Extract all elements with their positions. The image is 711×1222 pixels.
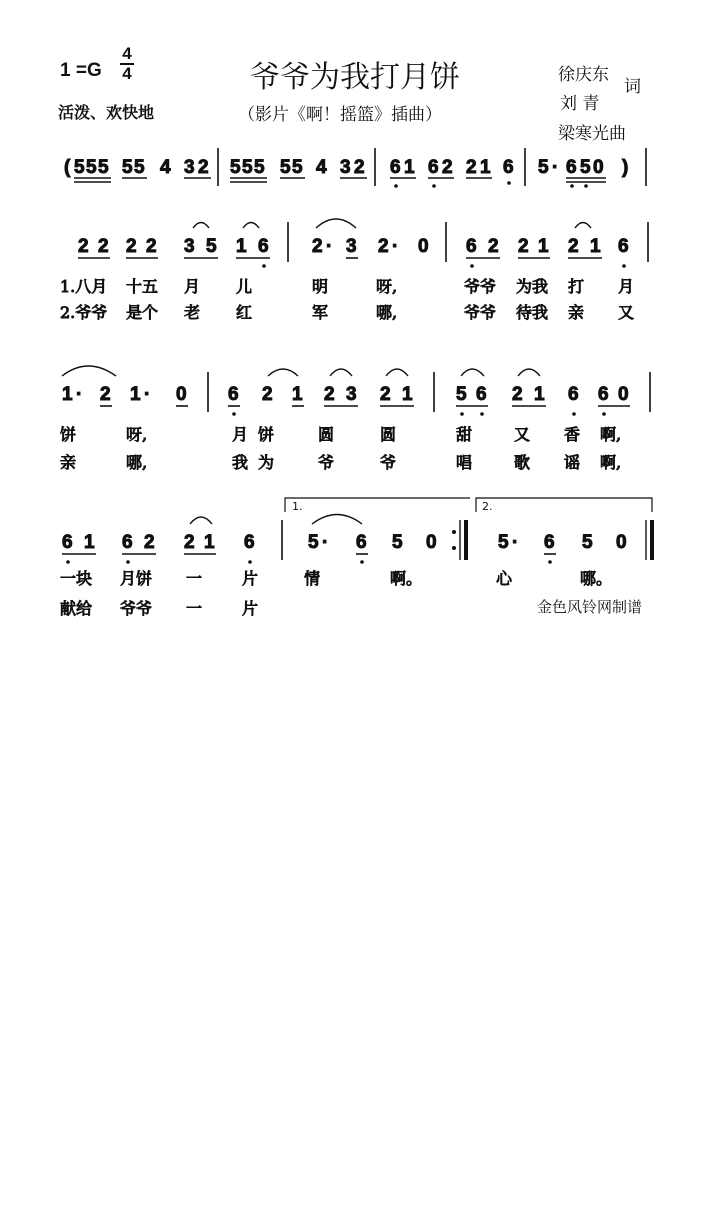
lyric: 1.八月 — [60, 277, 108, 296]
note: 2 — [262, 384, 273, 405]
slur — [316, 219, 356, 228]
lyricist-1: 徐庆东 — [558, 65, 609, 85]
note: 6 — [466, 236, 477, 257]
note: 0 — [418, 236, 429, 257]
lyric: 儿 — [236, 277, 253, 296]
note: 1 — [130, 384, 141, 405]
note: 4 — [316, 157, 327, 178]
lyric: 为 — [258, 453, 275, 472]
lyric: 爷 — [318, 453, 335, 472]
time-signature-bottom: 4 — [122, 64, 132, 83]
lyric: 献给 — [60, 599, 93, 618]
lyricist-2: 刘 青 — [560, 94, 600, 114]
lyric: 月 — [618, 277, 635, 296]
slur — [243, 223, 259, 229]
lyric: 香 — [564, 425, 581, 444]
note: 3 — [346, 384, 357, 405]
slur — [386, 369, 408, 376]
note: 1 — [480, 157, 491, 178]
low-octave-dot — [432, 184, 436, 188]
augmentation-dot: · — [144, 384, 151, 405]
first-ending-label: 1. — [292, 500, 303, 513]
note: 2 — [488, 236, 499, 257]
low-octave-dot — [394, 184, 398, 188]
lyric: 亲 — [568, 303, 585, 322]
lyric: 圆 — [318, 425, 335, 444]
paren-open: ( — [64, 157, 71, 178]
note: 1 — [404, 157, 415, 178]
low-octave-dot — [248, 560, 252, 564]
lyric: 哪, — [376, 303, 398, 322]
lyric: 谣 — [564, 453, 581, 472]
note: 1 — [84, 532, 95, 553]
note: 2 — [466, 157, 477, 178]
note: 5 — [86, 157, 97, 178]
note: 2 — [100, 384, 111, 405]
note: 5 — [254, 157, 265, 178]
lyric: 2.爷爷 — [60, 303, 108, 322]
note: 6 — [566, 157, 577, 178]
first-ending-bracket — [285, 498, 470, 512]
note: 6 — [258, 236, 269, 257]
note: 0 — [616, 532, 627, 553]
note: 2 — [184, 532, 195, 553]
note: 2 — [198, 157, 209, 178]
note: 5 — [230, 157, 241, 178]
note: 4 — [160, 157, 171, 178]
note: 2 — [146, 236, 157, 257]
lyric: 打 — [568, 277, 585, 296]
lyric: 爷爷 — [464, 303, 497, 322]
lyric: 十五 — [126, 277, 159, 296]
lyric: 饼 — [60, 425, 77, 444]
song-subtitle: （影片《啊！摇篮》插曲） — [238, 105, 442, 125]
note: 6 — [122, 532, 133, 553]
lyric: 一 — [186, 569, 203, 588]
slur — [575, 223, 591, 229]
lyric: 情 — [304, 569, 321, 588]
note: 6 — [428, 157, 439, 178]
note: 5 — [242, 157, 253, 178]
note: 5 — [582, 532, 593, 553]
composer: 梁寒光曲 — [558, 124, 626, 144]
note: 1 — [204, 532, 215, 553]
low-octave-dot — [360, 560, 364, 564]
low-octave-dot — [232, 412, 236, 416]
note: 6 — [356, 532, 367, 553]
song-title: 爷爷为我打月饼 — [250, 60, 460, 95]
watermark: 金色风铃网制谱 — [537, 598, 643, 616]
lyric: 爷爷 — [120, 599, 153, 618]
lyric: 又 — [618, 303, 635, 322]
paren-close: ) — [622, 157, 629, 178]
note: 1 — [292, 384, 303, 405]
note: 5 — [580, 157, 591, 178]
lyric: 爷 — [380, 453, 397, 472]
lyric: 心 — [496, 569, 513, 588]
low-octave-dot — [480, 412, 484, 416]
lyric: 片 — [242, 599, 259, 618]
note: 5 — [122, 157, 133, 178]
lyric: 哪。 — [580, 569, 613, 588]
lyric: 一块 — [60, 569, 93, 588]
lyric: 我 — [232, 453, 249, 472]
lyric: 是个 — [126, 303, 159, 322]
augmentation-dot: · — [326, 236, 333, 257]
lyric: 月 — [184, 277, 201, 296]
note: 2 — [568, 236, 579, 257]
note: 5 — [308, 532, 319, 553]
note: 2 — [126, 236, 137, 257]
tempo-marking: 活泼、欢快地 — [58, 103, 155, 122]
note: 6 — [618, 236, 629, 257]
lyric: 歌 — [514, 453, 531, 472]
note: 5 — [280, 157, 291, 178]
note: 6 — [390, 157, 401, 178]
note: 2 — [442, 157, 453, 178]
lyric: 哪, — [126, 453, 148, 472]
augmentation-dot: · — [552, 157, 559, 178]
lyric: 啊。 — [390, 569, 423, 588]
slur — [62, 366, 116, 376]
lyric: 亲 — [60, 453, 77, 472]
lyric: 月 — [232, 425, 249, 444]
time-signature-top: 4 — [122, 44, 132, 63]
low-octave-dot — [507, 181, 511, 185]
lyric: 为我 — [516, 277, 549, 296]
repeat-dot — [452, 530, 456, 534]
note: 1 — [590, 236, 601, 257]
note: 2 — [312, 236, 323, 257]
note: 0 — [176, 384, 187, 405]
note: 6 — [244, 532, 255, 553]
note: 6 — [544, 532, 555, 553]
note: 1 — [538, 236, 549, 257]
note: 5 — [206, 236, 217, 257]
note: 6 — [503, 157, 514, 178]
slur — [518, 369, 540, 376]
slur — [268, 369, 298, 376]
second-ending-bracket — [476, 498, 652, 512]
note: 2 — [324, 384, 335, 405]
note: 3 — [346, 236, 357, 257]
note: 2 — [380, 384, 391, 405]
low-octave-dot — [262, 264, 266, 268]
note: 6 — [62, 532, 73, 553]
low-octave-dot — [460, 412, 464, 416]
low-octave-dot — [622, 264, 626, 268]
slur — [193, 223, 209, 229]
lyric: 啊, — [600, 453, 622, 472]
lyric: 老 — [184, 303, 201, 322]
lyric: 军 — [312, 303, 329, 322]
lyric: 圆 — [380, 425, 397, 444]
note: 2 — [78, 236, 89, 257]
note: 5 — [292, 157, 303, 178]
lyric: 红 — [236, 303, 253, 322]
lyric: 又 — [514, 425, 531, 444]
note: 2 — [512, 384, 523, 405]
repeat-dot — [452, 546, 456, 550]
lyric: 一 — [186, 599, 203, 618]
note: 3 — [184, 236, 195, 257]
lyric: 明 — [312, 277, 329, 296]
note: 3 — [340, 157, 351, 178]
low-octave-dot — [570, 184, 574, 188]
note: 6 — [228, 384, 239, 405]
note: 5 — [98, 157, 109, 178]
low-octave-dot — [470, 264, 474, 268]
lyric: 呀, — [126, 425, 148, 444]
note: 2 — [378, 236, 389, 257]
lyric: 爷爷 — [464, 277, 497, 296]
slur — [190, 517, 212, 524]
note: 5 — [74, 157, 85, 178]
note: 1 — [236, 236, 247, 257]
lyric: 饼 — [258, 425, 275, 444]
slur — [330, 369, 352, 376]
low-octave-dot — [602, 412, 606, 416]
note: 6 — [476, 384, 487, 405]
low-octave-dot — [572, 412, 576, 416]
note: 6 — [598, 384, 609, 405]
lyric: 月饼 — [120, 569, 153, 588]
note: 0 — [426, 532, 437, 553]
note: 1 — [402, 384, 413, 405]
note: 2 — [144, 532, 155, 553]
note: 3 — [184, 157, 195, 178]
note: 5 — [134, 157, 145, 178]
augmentation-dot: · — [512, 532, 519, 553]
augmentation-dot: · — [76, 384, 83, 405]
augmentation-dot: · — [322, 532, 329, 553]
key-signature: 1 =G — [60, 60, 102, 81]
augmentation-dot: · — [392, 236, 399, 257]
note: 0 — [593, 157, 604, 178]
low-octave-dot — [548, 560, 552, 564]
slur — [312, 515, 362, 525]
note: 2 — [354, 157, 365, 178]
low-octave-dot — [584, 184, 588, 188]
low-octave-dot — [66, 560, 70, 564]
note: 1 — [62, 384, 73, 405]
note: 0 — [618, 384, 629, 405]
note: 5 — [498, 532, 509, 553]
lyric: 片 — [242, 569, 259, 588]
lyrics-role: 词 — [624, 77, 641, 97]
note: 5 — [392, 532, 403, 553]
note: 6 — [568, 384, 579, 405]
lyric: 待我 — [516, 303, 549, 322]
second-ending-label: 2. — [482, 500, 493, 513]
low-octave-dot — [126, 560, 130, 564]
note: 1 — [534, 384, 545, 405]
note: 5 — [456, 384, 467, 405]
lyric: 唱 — [456, 453, 473, 472]
note: 2 — [518, 236, 529, 257]
note: 5 — [538, 157, 549, 178]
slur — [461, 369, 484, 376]
note: 2 — [98, 236, 109, 257]
lyric: 呀, — [376, 277, 398, 296]
lyric: 啊, — [600, 425, 622, 444]
lyric: 甜 — [456, 425, 473, 444]
